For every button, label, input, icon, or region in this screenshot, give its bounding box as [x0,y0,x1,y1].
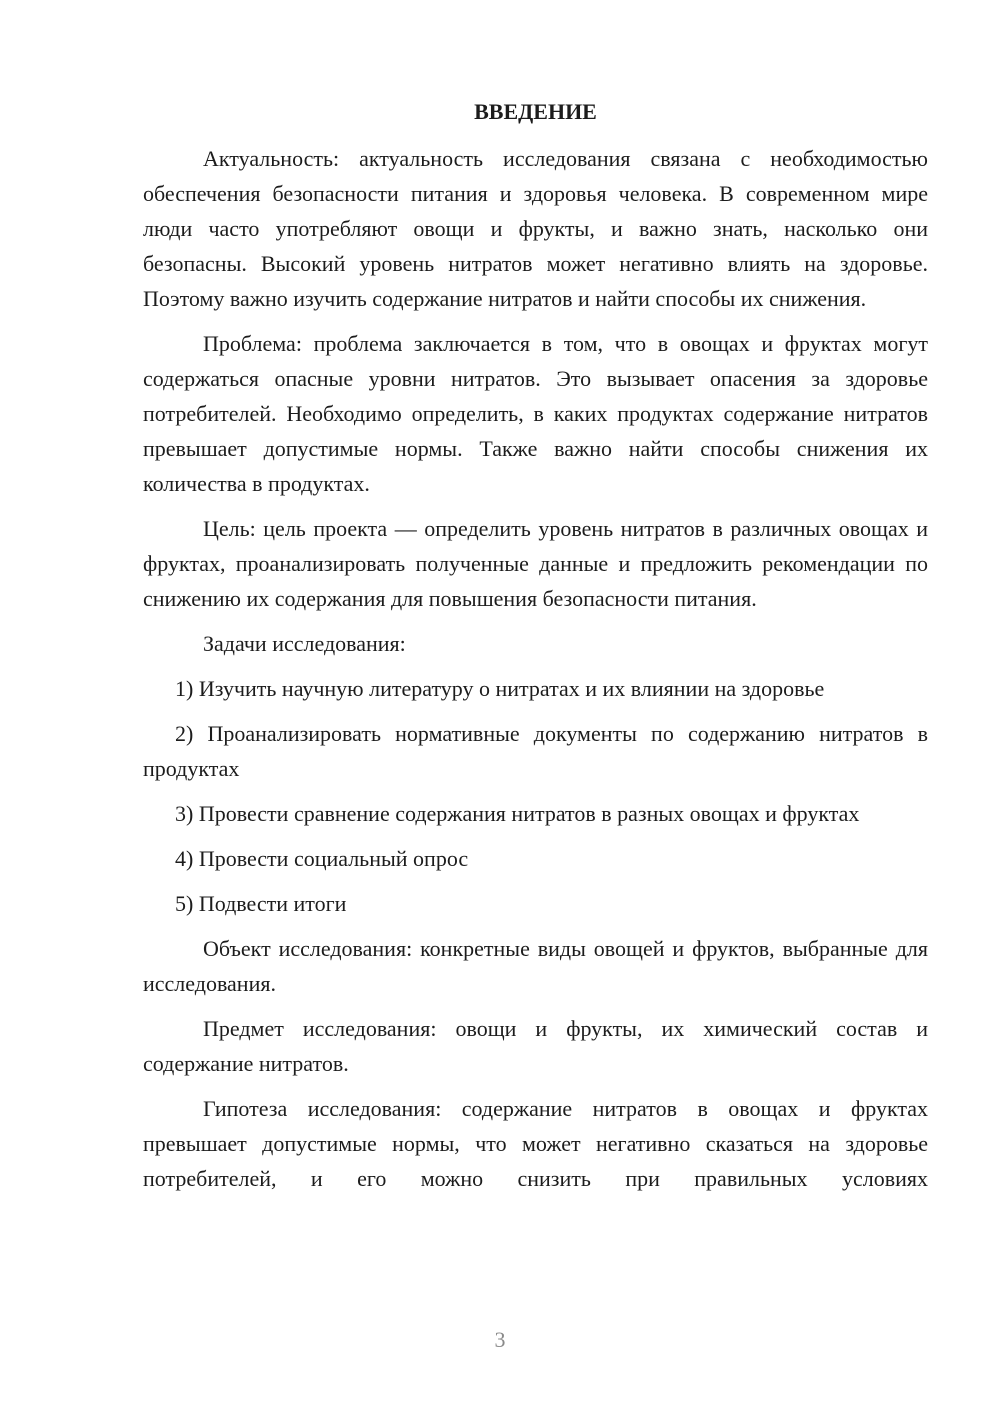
task-item-3: 3) Провести сравнение содержания нитратов в разных овощах и фруктах [175,801,860,826]
tasks-heading: Задачи исследования: [203,631,406,656]
page-title: ВВЕДЕНИЕ [474,99,597,124]
paragraph-relevance: Актуальность: актуальность исследования связана с необходимостью обеспечения безопасности питания и здоровья человека. В современном мире люди часто употребляют овощи и фрукты, и важно знать, насколько они безопасны. Высокий уровень нитратов может негативно влиять на здоровье. Поэтому важно изучить содержание нитратов и найти способы их снижения. [143,146,928,311]
paragraph-problem: Проблема: проблема заключается в том, что в овощах и фруктах могут содержаться опасные уровни нитратов. Это вызывает опасения за здоровье потребителей. Необходимо определить, в каких продуктах содержание нитратов превышает допустимые нормы. Также важно найти способы снижения их количества в продуктах. [143,331,928,496]
task-item-2: 2) Проанализировать нормативные документы по содержанию нитратов в продуктах [143,721,928,781]
paragraph-object: Объект исследования: конкретные виды овощей и фруктов, выбранные для исследования. [143,936,928,996]
paragraph-hypothesis: Гипотеза исследования: содержание нитратов в овощах и фруктах превышает допустимые нормы, что может негативно сказаться на здоровье потребителей, и его можно снизить при правильных условиях [143,1096,928,1191]
paragraph-goal: Цель: цель проекта — определить уровень нитратов в различных овощах и фруктах, проанализировать полученные данные и предложить рекомендации по снижению их содержания для повышения безопасности питания. [143,516,928,611]
paragraph-subject: Предмет исследования: овощи и фрукты, их химический состав и содержание нитратов. [143,1016,928,1076]
page-content [143,94,928,1196]
page-number: 3 [494,1327,506,1352]
task-item-5: 5) Подвести итоги [175,891,347,916]
task-item-4: 4) Провести социальный опрос [175,846,469,871]
task-item-1: 1) Изучить научную литературу о нитратах и их влиянии на здоровье [175,676,825,701]
